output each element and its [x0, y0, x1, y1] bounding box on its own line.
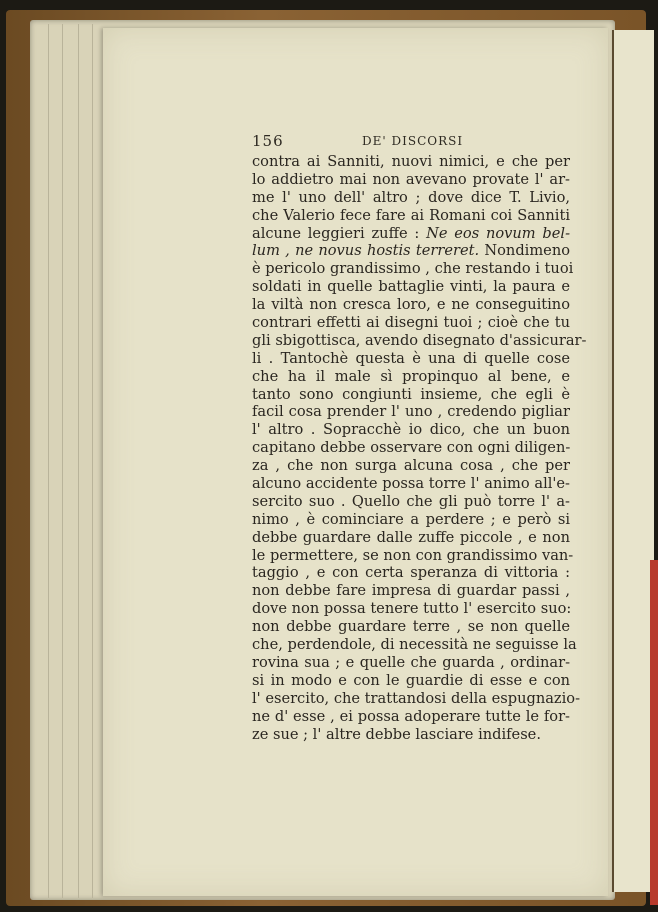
text-line: non debbe fare impresa di guardar passi ,: [252, 582, 570, 600]
text-segment: Nondimeno: [484, 242, 570, 260]
text-line: alcuno accidente possa torre l' animo all'e-: [252, 475, 570, 493]
text-line: che Valerio fece fare ai Romani coi Sanniti: [252, 206, 570, 224]
text-line: si in modo e con le guardie di esse e con: [252, 671, 570, 689]
italic-quote: lum , ne novus hostis terreret.: [252, 242, 480, 260]
text-line: che, perdendole, di necessità ne seguisse la: [252, 636, 577, 654]
text-line: l' altro . Sopracchè io dico, che un buon: [252, 421, 570, 439]
body-text: [252, 153, 587, 743]
text-line: le permettere, se non con grandissimo van-: [252, 546, 574, 564]
text-line: che ha il male sì propinquo al bene, e: [252, 367, 570, 385]
page-edge: [78, 24, 79, 898]
text-line: ze sue ; l' altre debbe lasciare indifese.: [252, 725, 541, 743]
page-number: 156: [252, 132, 284, 150]
text-line-mixed: [252, 225, 570, 243]
text-line: za , che non surga alcuna cosa , che per: [252, 457, 570, 475]
text-line: capitano debbe osservare con ogni diligen-: [252, 439, 571, 457]
text-line: l' esercito, che trattandosi della espugnazio-: [252, 689, 581, 707]
text-line: gli sbigottisca, avendo disegnato d'assicurar-: [252, 331, 587, 349]
text-line: sercito suo . Quello che gli può torre l' a-: [252, 492, 570, 510]
text-line: taggio , e con certa speranza di vittoria :: [252, 564, 570, 582]
facing-page-edge: [612, 30, 654, 892]
text-line: dove non possa tenere tutto l' esercito suo:: [252, 600, 572, 618]
italic-quote: Ne eos novum bel-: [426, 224, 570, 242]
text-line: è pericolo grandissimo , che restando i tuoi: [252, 260, 574, 278]
text-line: soldati in quelle battaglie vinti, la paura e: [252, 278, 570, 296]
text-line: la viltà non cresca loro, e ne conseguitino: [252, 296, 570, 314]
page-edge: [92, 24, 93, 898]
red-bookmark-edge: [650, 560, 658, 905]
page-header: [252, 132, 572, 152]
text-line: lo addietro mai non avevano provate l' ar-: [252, 170, 570, 188]
text-line: me l' uno dell' altro ; dove dice T. Livio,: [252, 188, 570, 206]
text-line: li . Tantochè questa è una di quelle cose: [252, 349, 570, 367]
text-line: contra ai Sanniti, nuovi nimici, e che per: [252, 153, 570, 170]
text-line: nimo , è cominciare a perdere ; e però si: [252, 510, 570, 528]
text-line: non debbe guardare terre , se non quelle: [252, 618, 570, 636]
text-line: debbe guardare dalle zuffe piccole , e non: [252, 528, 570, 546]
text-line-mixed: [252, 242, 570, 260]
text-segment: alcune leggieri zuffe :: [252, 224, 420, 242]
page-edge: [48, 24, 49, 898]
running-head: DE' DISCORSI: [362, 134, 464, 148]
text-line: ne d' esse , ei possa adoperare tutte le for-: [252, 707, 570, 725]
page-edge: [62, 24, 63, 898]
text-line: facil cosa prender l' uno , credendo pigliar: [252, 403, 570, 421]
text-line: contrari effetti ai disegni tuoi ; cioè che tu: [252, 314, 570, 332]
text-line: rovina sua ; e quelle che guarda , ordinar-: [252, 653, 570, 671]
text-line: tanto sono congiunti insieme, che egli è: [252, 385, 570, 403]
